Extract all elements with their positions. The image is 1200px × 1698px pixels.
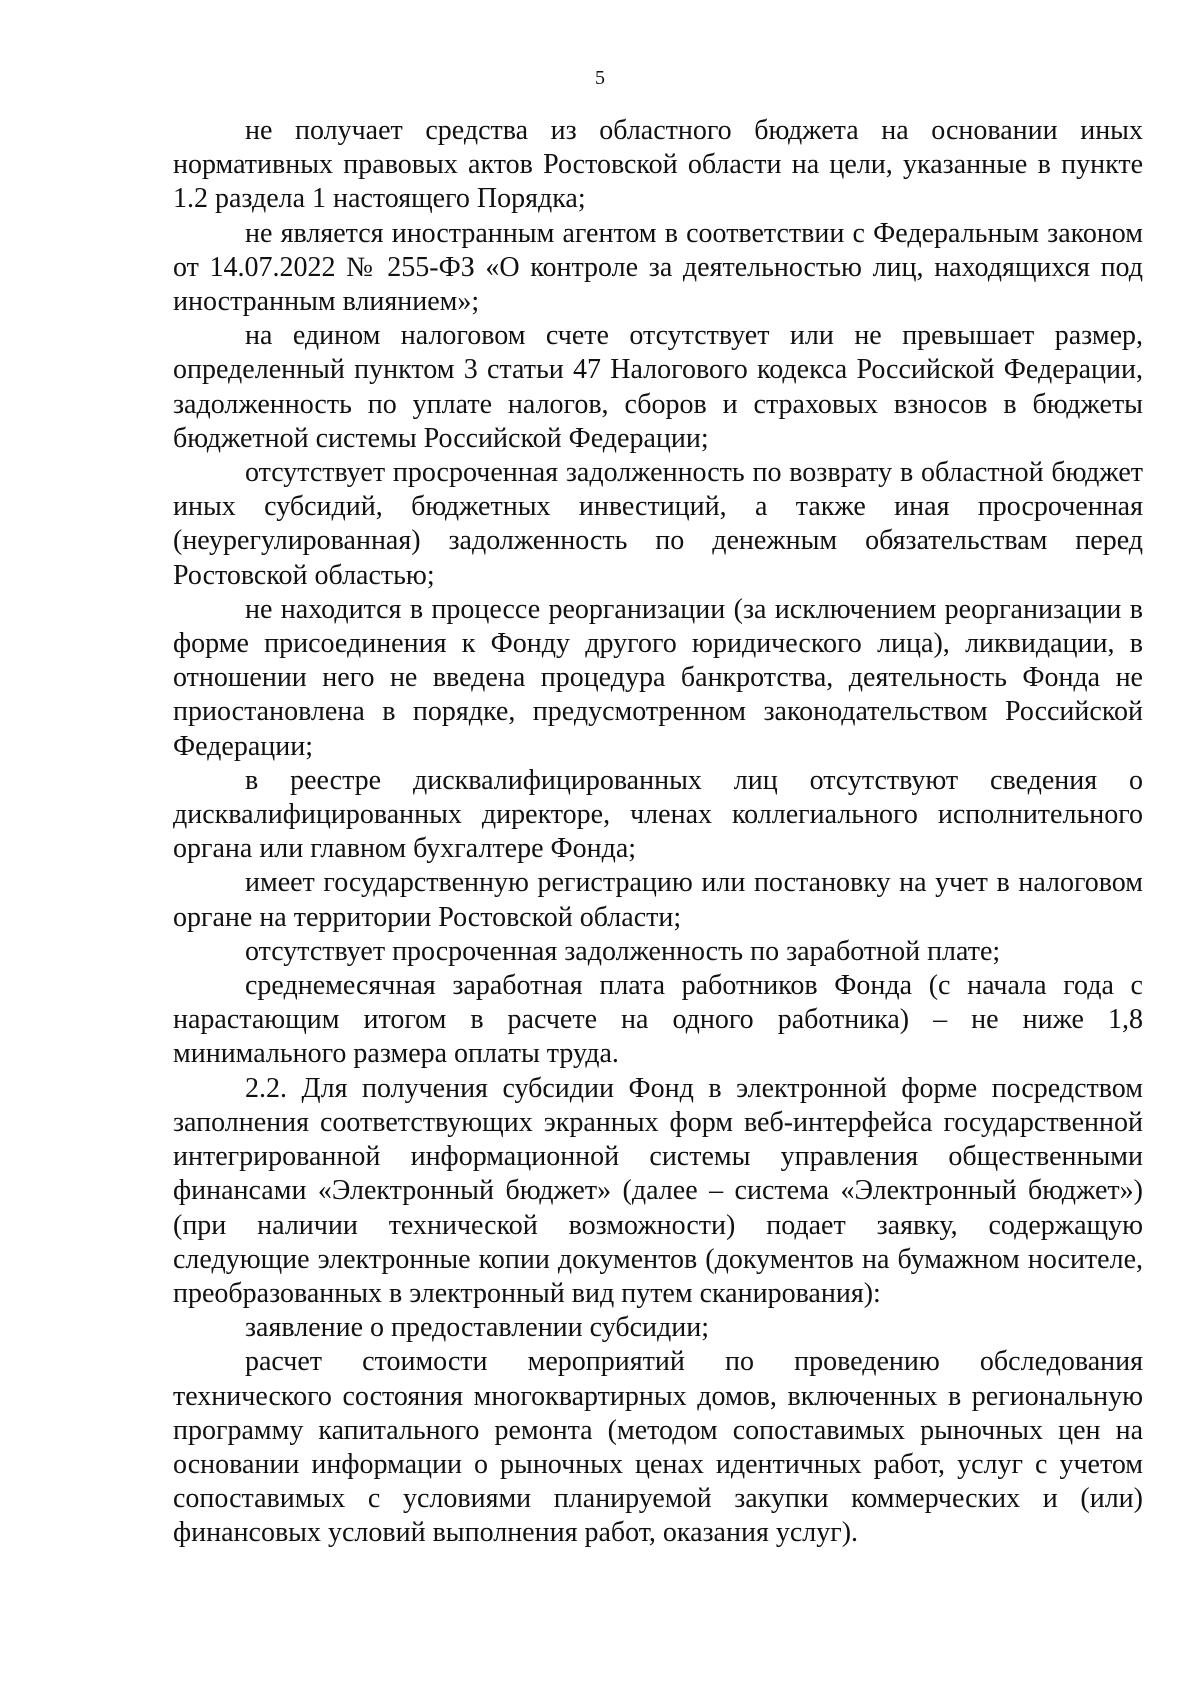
document-body (173, 114, 1143, 1551)
paragraph-overdue-debt: отсутствует просроченная задолженность по возврату в областной бюджет иных субсидий, бюджетных инвестиций, а также иная просроченная (неурегулированная) задолженность по денежным обязательствам перед Ростовской областью; (173, 457, 1143, 591)
paragraph-tax-debt: на едином налоговом счете отсутствует или не превышает размер, определенный пунктом 3 статьи 47 Налогового кодекса Российской Федерации, задолженность по уплате налогов, сборов и страховых взносов в бюджеты бюджетной системы Российской Федерации; (173, 320, 1143, 454)
paragraph-disqualified-registry: в реестре дисквалифицированных лиц отсутствуют сведения о дисквалифицированных директоре, членах коллегиального исполнительного органа или главном бухгалтере Фонда; (173, 764, 1143, 865)
paragraph-state-registration: имеет государственную регистрацию или постановку на учет в налоговом органе на территории Ростовской области; (173, 867, 1143, 933)
paragraph-not-foreign-agent: не является иностранным агентом в соответствии с Федеральным законом от 14.07.2022 № 255-ФЗ «О контроле за деятельностью лиц, находящихся под иностранным влиянием»; (173, 217, 1143, 318)
page-number: 5 (595, 67, 605, 89)
paragraph-section-2-2: 2.2. Для получения субсидии Фонд в электронной форме посредством заполнения соответствующих экранных форм веб-интерфейса государственной интегрированной информационной системы управления общественными финансами «Электронный бюджет» (далее – система «Электронный бюджет») (при наличии технической возможности) подает заявку, содержащую следующие электронные копии документов (документов на бумажном носителе, преобразованных в электронный вид путем сканирования): (173, 1072, 1143, 1309)
paragraph-wage-arrears: отсутствует просроченная задолженность по заработной плате; (245, 935, 1001, 967)
paragraph-average-wage: среднемесячная заработная плата работников Фонда (с начала года с нарастающим итогом в расчете на одного работника) – не ниже 1,8 минимального размера оплаты труда. (173, 970, 1143, 1070)
paragraph-no-other-funding: не получает средства из областного бюджета на основании иных нормативных правовых актов Ростовской области на цели, указанные в пункте 1.2 раздела 1 настоящего Порядка; (173, 115, 1143, 215)
paragraph-cost-calculation: расчет стоимости мероприятий по проведению обследования технического состояния многоквартирных домов, включенных в региональную программу капитального ремонта (методом сопоставимых рыночных цен на основании информации о рыночных ценах идентичных работ, услуг с учетом сопоставимых с условиями планируемой закупки коммерческих и (или) финансовых условий выполнения работ, оказания услуг). (173, 1346, 1143, 1549)
paragraph-application: заявление о предоставлении субсидии; (245, 1312, 709, 1344)
paragraph-reorganization: не находится в процессе реорганизации (за исключением реорганизации в форме присоединения к Фонду другого юридического лица), ликвидации, в отношении него не введена процедура банкротства, деятельность Фонда не приостановлена в порядке, предусмотренном законодательством Российской Федерации; (173, 593, 1143, 762)
